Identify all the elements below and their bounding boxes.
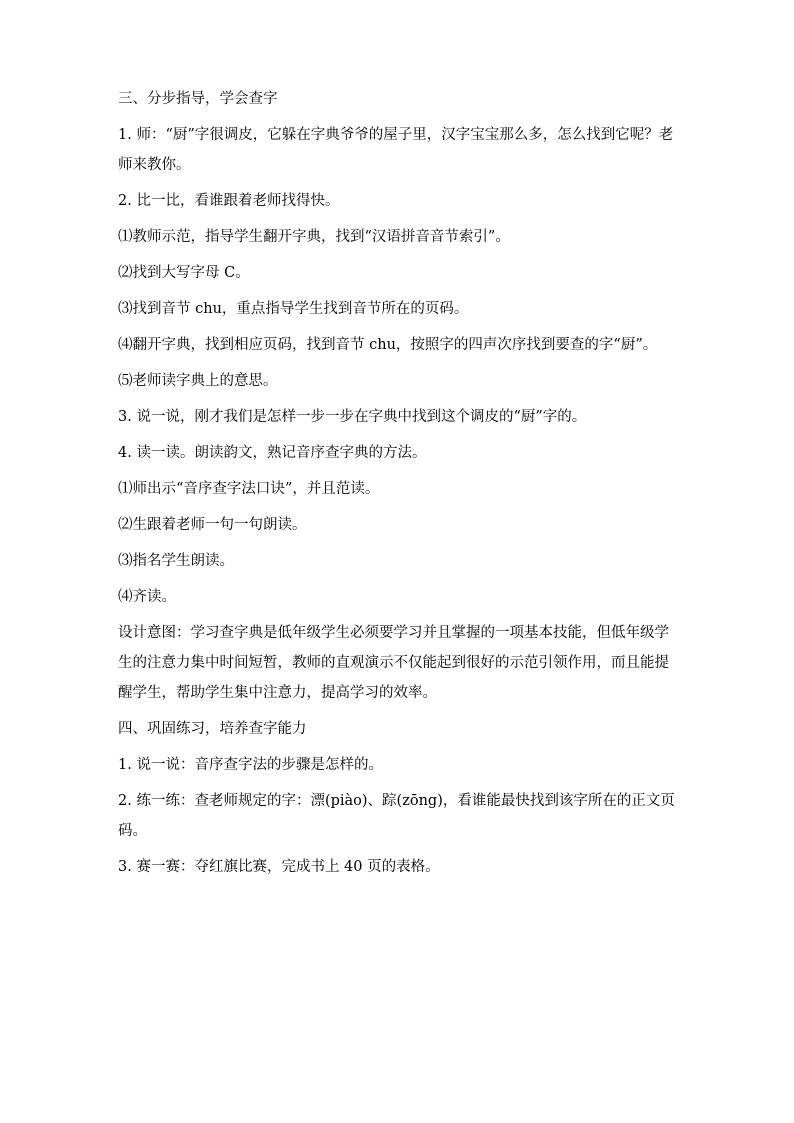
step-1: ⑴教师示范，指导学生翻开字典，找到“汉语拼音音节索引”。 — [118, 229, 510, 245]
paragraph-1: 1. 师：“厨”字很调皮，它躲在字典爷爷的屋子里，汉字宝宝那么多，怎么找到它呢？老师来教你。 — [118, 127, 674, 173]
paragraph-2: 2. 比一比，看谁跟着老师找得快。 — [118, 193, 340, 209]
reading-step-2: ⑵生跟着老师一句一句朗读。 — [118, 517, 307, 533]
document-body — [118, 84, 678, 888]
step-2: ⑵找到大写字母 C。 — [118, 265, 250, 281]
step-4: ⑷翻开字典，找到相应页码，找到音节 chu，按照字的四声次序找到要查的字“厨”。 — [118, 337, 658, 353]
exercise-2: 2. 练一练：查老师规定的字：漂(piào)、踪(zōng)，看谁能最快找到该字所在的正文页码。 — [118, 793, 675, 839]
paragraph-4: 4. 读一读。朗读韵文，熟记音序查字典的方法。 — [118, 445, 427, 461]
section-heading-4: 四、巩固练习，培养查字能力 — [118, 721, 307, 737]
reading-step-3: ⑶指名学生朗读。 — [118, 553, 234, 569]
design-intent: 设计意图：学习查字典是低年级学生必须要学习并且掌握的一项基本技能，但低年级学生的注意力集中时间短暂，教师的直观演示不仅能起到很好的示范引领作用，而且能提醒学生，帮助学生集中注意力，提高学习的效率。 — [118, 625, 669, 701]
section-heading-3: 三、分步指导，学会查字 — [118, 91, 278, 107]
step-5: ⑸老师读字典上的意思。 — [118, 373, 278, 389]
paragraph-3: 3. 说一说，刚才我们是怎样一步一步在字典中找到这个调皮的“厨”字的。 — [118, 409, 587, 425]
step-3: ⑶找到音节 chu，重点指导学生找到音节所在的页码。 — [118, 301, 469, 317]
exercise-1: 1. 说一说：音序查字法的步骤是怎样的。 — [118, 757, 383, 773]
reading-step-1: ⑴师出示“音序查字法口诀”，并且范读。 — [118, 481, 380, 497]
exercise-3: 3. 赛一赛：夺红旗比赛，完成书上 40 页的表格。 — [118, 859, 440, 875]
reading-step-4: ⑷齐读。 — [118, 589, 176, 605]
